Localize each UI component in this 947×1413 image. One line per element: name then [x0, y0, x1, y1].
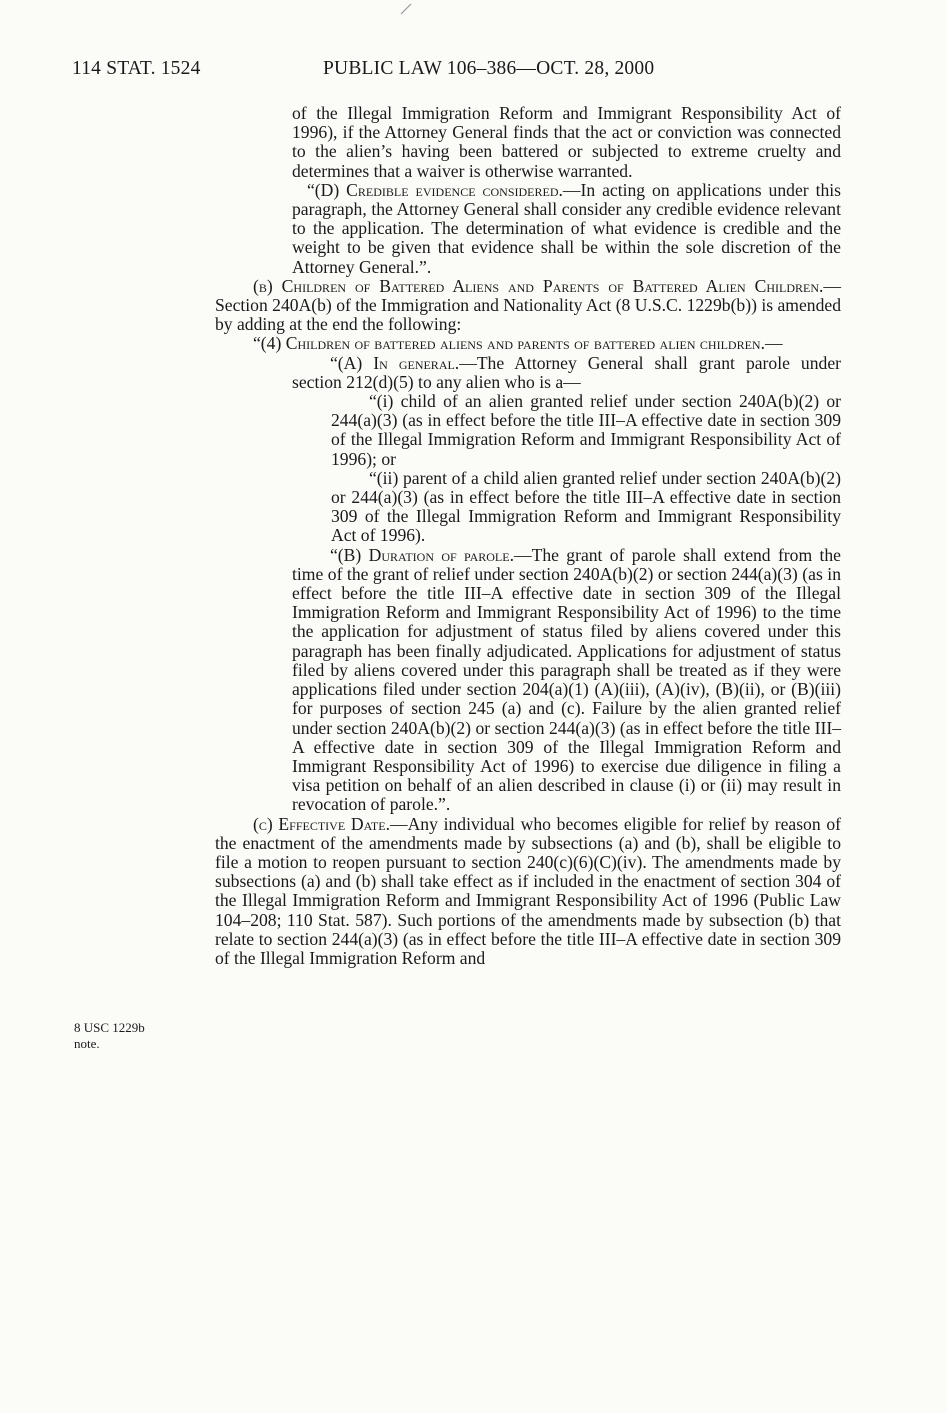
subparagraph-a: [215, 354, 841, 392]
subsection-c-heading: (c) Effective Date.: [253, 813, 390, 834]
subparagraph-d: [215, 181, 841, 277]
subparagraph-d-text: —In acting on applications under this paragraph, the Attorney General shall consider any credible evidence relevant to the application. The determination of what evidence is credible and the weight to be given that evidence shall be within the sole discretion of the Attorney General.”.: [292, 179, 841, 277]
paragraph-4-heading: “(4) Children of battered aliens and parents of battered alien children.: [253, 333, 765, 354]
subparagraph-a-heading: “(A) In general.: [330, 352, 460, 373]
subsection-b: [215, 277, 841, 335]
clause-ii: “(ii) parent of a child alien granted relief under section 240A(b)(2) or 244(a)(3) (as in effect before the title III–A effective date in section 309 of the Illegal Immigration Reform and Immigrant Responsibility Act of 1996).: [331, 467, 841, 546]
stray-mark-icon: [399, 2, 413, 16]
subsection-c-text: —Any individual who becomes eligible for relief by reason of the enactment of the amendments made by subsections (a) and (b), shall be eligible to file a motion to reopen pursuant to section 240(c)(6)(C)(iv). The amendments made by subsections (a) and (b) shall take effect as if included in the enactment of section 304 of the Illegal Immigration Reform and Immigrant Responsibility Act of 1996 (Public Law 104–208; 110 Stat. 587). Such portions of the amendments made by subsection (b) that relate to section 244(a)(3) (as in effect before the title III–A effective date in section 309 of the Illegal Immigration Reform and: [215, 813, 842, 968]
subsection-b-heading: (b) Children of Battered Aliens and Parents of Battered Alien Children.: [253, 275, 824, 296]
clause-i: “(i) child of an alien granted relief under section 240A(b)(2) or 244(a)(3) (as in effect before the title III–A effective date in section 309 of the Illegal Immigration Reform and Immigrant Responsibility Act of 1996); or: [331, 391, 841, 469]
paragraph-4: [215, 334, 841, 353]
subparagraph-b: [215, 546, 841, 815]
public-law-citation: PUBLIC LAW 106–386—OCT. 28, 2000: [323, 58, 655, 79]
margin-note: [74, 1020, 194, 1052]
subsection-b-text: —Section 240A(b) of the Immigration and Nationality Act (8 U.S.C. 1229b(b)) is amended by adding at the end the following:: [215, 275, 841, 335]
subparagraph-a-text: —The Attorney General shall grant parole under section 212(d)(5) to any alien who is a—: [292, 352, 841, 392]
subparagraph-b-text: —The grant of parole shall extend from the time of the grant of relief under section 240A(b)(2) or section 244(a)(3) (as in effect before the title III–A effective date in section 309 of the Illegal Immigration Reform and Immigrant Responsibility Act of 1996) to the time the application for adjustment of status filed by aliens covered under this paragraph has been finally adjudicated. Applications for adjustment of status filed by aliens covered under this paragraph shall be treated as if they were applications filed under section 204(a)(1) (A)(iii), (A)(iv), (B)(ii), or (B)(iii) for purposes of section 245 (a) and (c). Failure by the alien granted relief under section 240A(b)(2) or section 244(a)(3) (as in effect before the title III–A effective date in section 309 of the Illegal Immigration Reform and Immigrant Responsibility Act of 1996) to exercise due diligence in filing a visa petition on behalf of an alien described in clause (i) or (ii) may result in revocation of parole.”.: [292, 544, 841, 815]
paragraph-continuation: of the Illegal Immigration Reform and Immigrant Responsibility Act of 1996), if the Attorney General finds that the act or conviction was connected to the alien’s having been battered or subjected to extreme cruelty and determines that a waiver is otherwise warranted.: [292, 103, 841, 181]
margin-note-line2: note.: [74, 1036, 100, 1051]
subsection-c: [215, 815, 841, 969]
subparagraph-b-heading: “(B) Duration of parole.: [330, 544, 514, 565]
stat-page-number: 114 STAT. 1524: [72, 58, 201, 79]
paragraph-4-text: —: [765, 333, 783, 354]
subparagraph-d-heading: “(D) Credible evidence considered.: [307, 179, 563, 200]
body-text: [215, 104, 841, 968]
margin-note-line1: 8 USC 1229b: [74, 1020, 145, 1035]
